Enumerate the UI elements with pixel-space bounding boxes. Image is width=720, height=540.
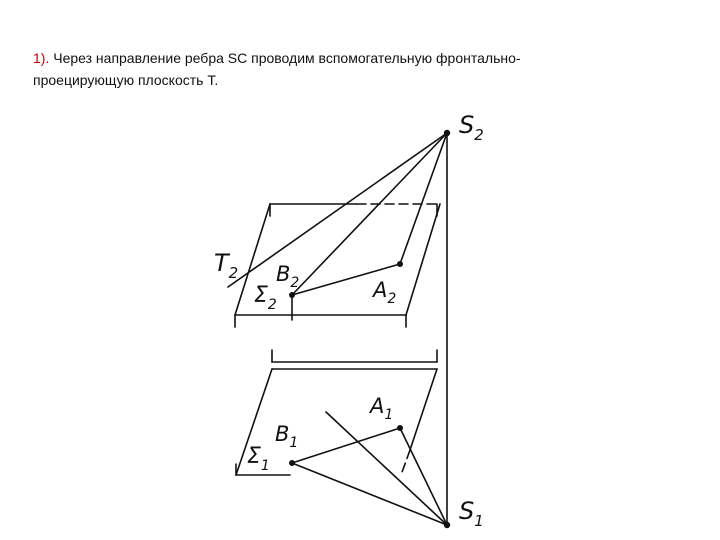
caption-line-1: Через направление ребра SC проводим вспомогательную фронтально- xyxy=(53,50,521,66)
label-b2: $B_2$ xyxy=(276,262,300,291)
label-a1: $A_1$ xyxy=(370,394,394,423)
point-s1 xyxy=(444,522,450,528)
pyramid-horizontal xyxy=(292,412,447,525)
point-s2 xyxy=(444,130,450,136)
label-a2: $A_2$ xyxy=(373,278,397,307)
axis-segment xyxy=(272,350,437,362)
point-a1 xyxy=(397,425,403,431)
label-s1: $S_1$ xyxy=(459,497,484,530)
label-b1: $B_1$ xyxy=(275,422,299,451)
step-number: 1). xyxy=(33,50,50,66)
label-s2: $S_2$ xyxy=(459,111,484,144)
trace-t2 xyxy=(228,133,447,287)
label-sigma2: $\Sigma_2$ xyxy=(254,283,277,313)
label-t2: $T_2$ xyxy=(214,249,239,282)
point-b1 xyxy=(289,460,295,466)
label-sigma1: $\Sigma_1$ xyxy=(247,444,270,474)
caption-line-2: проецирующую плоскость Т. xyxy=(33,72,219,88)
point-b2 xyxy=(289,292,295,298)
plane-sigma2 xyxy=(235,204,440,327)
point-a2 xyxy=(397,261,403,267)
